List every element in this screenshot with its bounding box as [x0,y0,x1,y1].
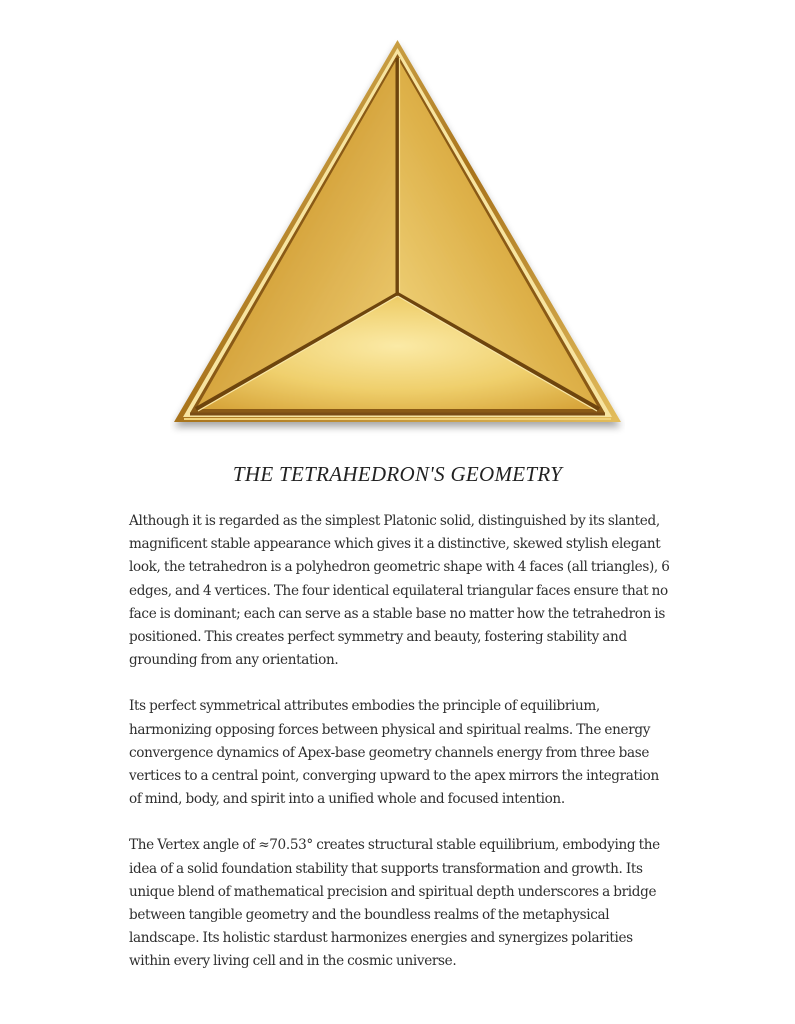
body-copy [129,510,674,997]
tetrahedron-illustration [170,36,625,436]
paragraph-equilibrium: Its perfect symmetrical attributes embodies the principle of equilibrium, harmonizing opposing forces between physical and spiritual realms. The energy convergence dynamics of Apex-base geometry channels energy from three base vertices to a central point, converging upward to the apex mirrors the integration of mind, body, and spirit into a unified whole and focused intention. [129,698,659,808]
paragraph-vertex-angle: The Vertex angle of ≈70.53° creates structural stable equilibrium, embodying the idea of a solid foundation stability that supports transformation and growth. Its unique blend of mathematical precision and spiritual depth underscores a bridge between tangible geometry and the boundless realms of the metaphysical landscape. Its holistic stardust harmonizes energies and synergizes polarities within every living cell and in the cosmic universe. [129,837,660,970]
page-title: THE TETRAHEDRON'S GEOMETRY [232,462,563,486]
paragraph-intro: Although it is regarded as the simplest Platonic solid, distinguished by its slanted, magnificent stable appearance which gives it a distinctive, skewed stylish elegant look, the tetrahedron is a polyhedron geometric shape with 4 faces (all triangles), 6 edges, and 4 vertices. The four identical equilateral triangular faces ensure that no face is dominant; each can serve as a stable base no matter how the tetrahedron is positioned. This creates perfect symmetry and beauty, fostering stability and grounding from any orientation. [129,513,670,669]
tetrahedron-icon [170,36,625,436]
